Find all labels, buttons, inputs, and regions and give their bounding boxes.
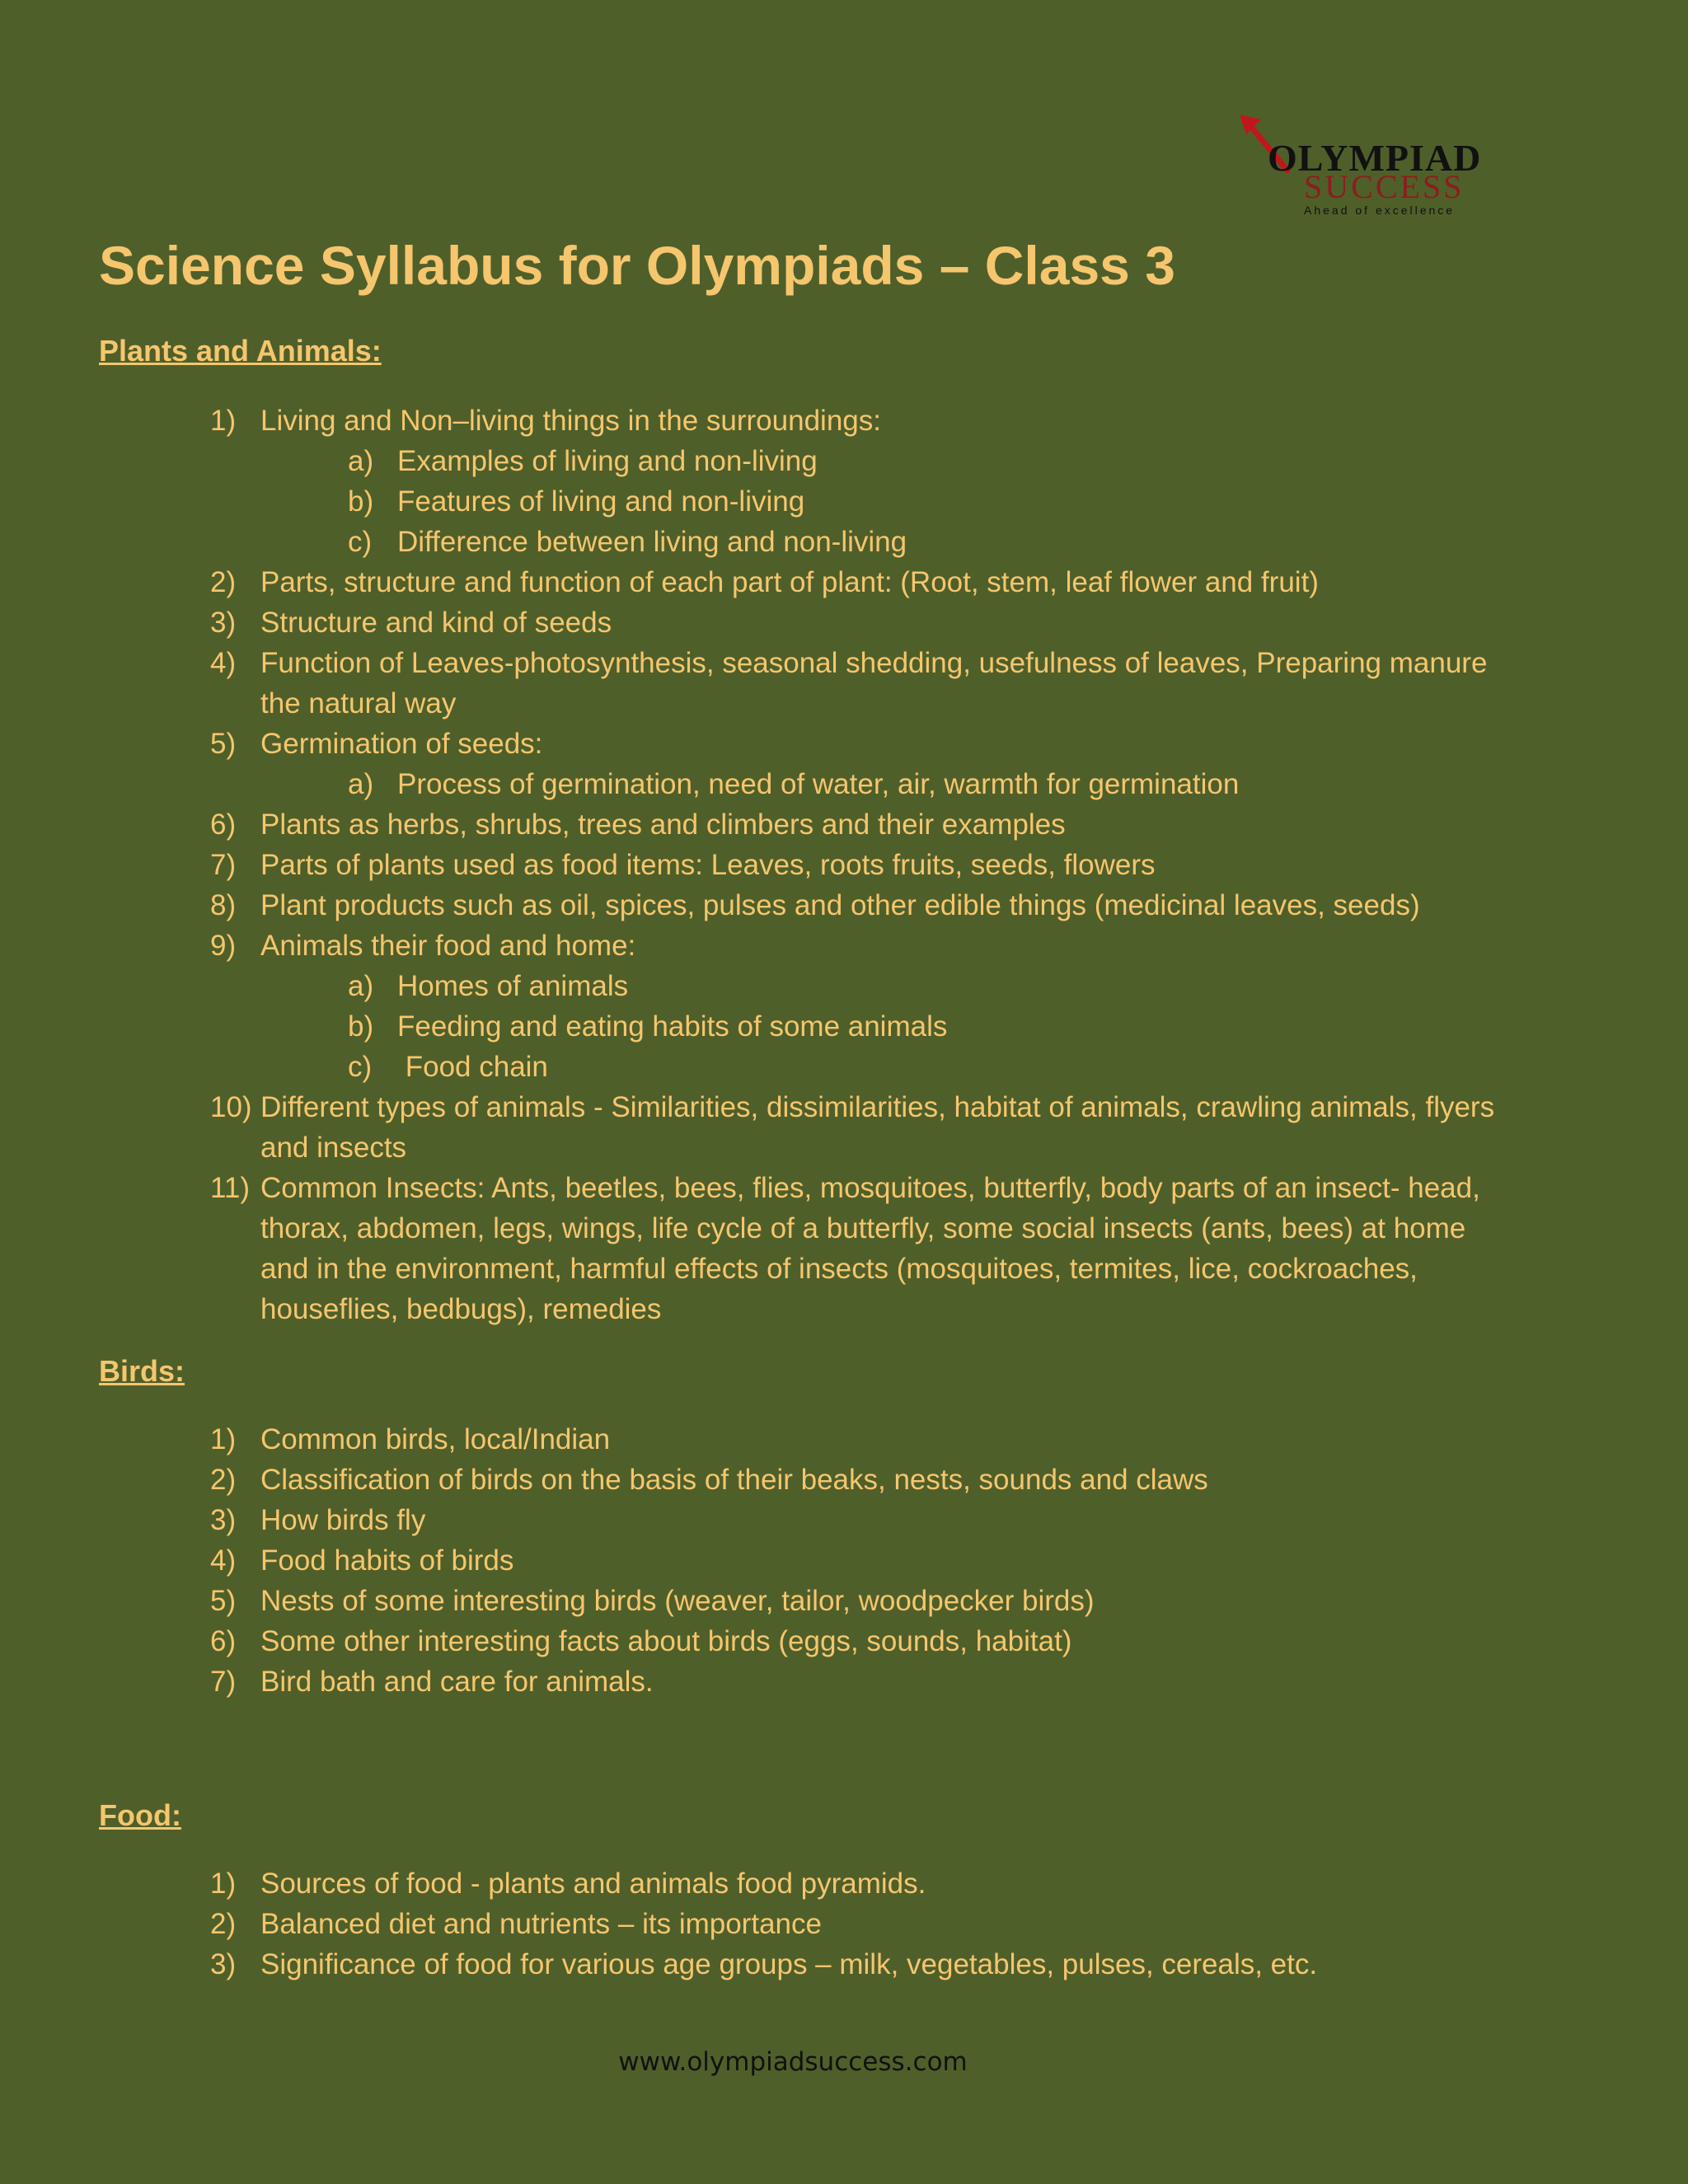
item-number: 6): [210, 1625, 237, 1657]
item-number: 3): [210, 607, 237, 639]
item-text: Some other interesting facts about birds (eggs, sounds, habitat): [260, 1625, 1072, 1657]
sub-item-letter: a): [348, 445, 374, 477]
item-text: How birds fly: [260, 1504, 426, 1536]
item-number: 1): [210, 405, 237, 437]
item-number: 3): [210, 1504, 237, 1536]
sub-list-item: [0, 481, 1688, 522]
birds-list: [0, 1419, 1688, 1702]
item-text: Significance of food for various age groups – milk, vegetables, pulses, cereals, etc.: [260, 1948, 1318, 1980]
plants-and-animals-list: [0, 401, 1688, 1329]
sub-item-text: Difference between living and non-living: [397, 526, 907, 558]
list-item: [0, 1500, 1688, 1540]
item-number: 6): [210, 808, 237, 841]
list-item: [0, 1944, 1688, 1985]
item-text: Bird bath and care for animals.: [260, 1666, 654, 1698]
list-item: [0, 602, 1688, 643]
sub-item-letter: a): [348, 768, 374, 800]
sub-item-text: Process of germination, need of water, air, warmth for germination: [397, 768, 1240, 800]
list-item: [0, 562, 1688, 602]
list-item: [0, 845, 1688, 885]
sub-item-letter: c): [348, 1051, 373, 1083]
item-text: Nests of some interesting birds (weaver, tailor, woodpecker birds): [260, 1585, 1095, 1617]
item-text: Structure and kind of seeds: [260, 607, 612, 639]
olympiad-success-logo: [1236, 111, 1482, 218]
item-text: Parts of plants used as food items: Leaves, roots fruits, seeds, flowers: [260, 849, 1156, 881]
page-title: Science Syllabus for Olympiads – Class 3: [99, 235, 1175, 296]
sub-item-text: Food chain: [397, 1051, 548, 1083]
logo-name: OLYMPIAD: [1268, 137, 1482, 179]
item-number: 1): [210, 1423, 237, 1455]
item-text: Food habits of birds: [260, 1544, 514, 1577]
item-number: 7): [210, 1666, 237, 1698]
item-number: 1): [210, 1868, 237, 1900]
sub-list-item: [0, 441, 1688, 481]
item-number: 8): [210, 889, 237, 921]
item-text: Function of Leaves-photosynthesis, seasonal shedding, usefulness of leaves, Preparing manure the natural way: [260, 647, 1488, 719]
list-item: [0, 1581, 1688, 1621]
item-number: 5): [210, 728, 237, 760]
item-text: Sources of food - plants and animals food pyramids.: [260, 1868, 926, 1900]
sub-list-item: [0, 966, 1688, 1006]
item-number: 4): [210, 647, 237, 679]
list-item: [0, 401, 1688, 441]
sub-item-letter: c): [348, 526, 373, 558]
list-item: [0, 643, 1688, 724]
list-item: [0, 1087, 1688, 1168]
sub-list-item: [0, 522, 1688, 562]
list-item: [0, 724, 1688, 764]
logo-tagline: Ahead of excellence: [1304, 204, 1456, 217]
list-item: [0, 1621, 1688, 1661]
sub-item-text: Features of living and non-living: [397, 485, 805, 518]
sub-item-letter: a): [348, 970, 374, 1002]
food-list: [0, 1863, 1688, 1985]
item-text: Animals their food and home:: [260, 930, 636, 962]
list-item: [0, 1419, 1688, 1460]
item-text: Living and Non–living things in the surroundings:: [260, 405, 881, 437]
sub-item-text: Examples of living and non-living: [397, 445, 818, 477]
list-item: [0, 1904, 1688, 1944]
item-text: Germination of seeds:: [260, 728, 543, 760]
list-item: [0, 1863, 1688, 1904]
footer-website: www.olympiadsuccess.com: [618, 2047, 968, 2077]
sub-item-text: Homes of animals: [397, 970, 629, 1002]
sub-list-item: [0, 764, 1688, 804]
item-number: 2): [210, 566, 237, 598]
list-item: [0, 885, 1688, 926]
section-heading-plants-and-animals: Plants and Animals:: [99, 334, 382, 368]
item-text: Plants as herbs, shrubs, trees and climbers and their examples: [260, 808, 1066, 841]
list-item: [0, 1168, 1688, 1329]
section-heading-birds: Birds:: [99, 1354, 185, 1388]
sub-item-letter: b): [348, 485, 374, 518]
item-number: 10): [210, 1091, 252, 1123]
sub-list-item: [0, 1006, 1688, 1047]
list-item: [0, 1661, 1688, 1702]
list-item: [0, 1460, 1688, 1500]
section-heading-food: Food:: [99, 1798, 181, 1832]
item-number: 9): [210, 930, 237, 962]
item-number: 3): [210, 1948, 237, 1980]
item-text: Balanced diet and nutrients – its importance: [260, 1908, 822, 1940]
sub-item-text: Feeding and eating habits of some animals: [397, 1010, 948, 1043]
item-text: Plant products such as oil, spices, pulses and other edible things (medicinal leaves, seeds): [260, 889, 1420, 921]
item-text: Classification of birds on the basis of their beaks, nests, sounds and claws: [260, 1464, 1208, 1496]
list-item: [0, 926, 1688, 966]
item-number: 2): [210, 1464, 237, 1496]
item-text: Parts, structure and function of each part of plant: (Root, stem, leaf flower and fruit): [260, 566, 1319, 598]
item-number: 7): [210, 849, 237, 881]
item-number: 5): [210, 1585, 237, 1617]
list-item: [0, 1540, 1688, 1581]
item-number: 2): [210, 1908, 237, 1940]
item-text: Common Insects: Ants, beetles, bees, flies, mosquitoes, butterfly, body parts of an insect- head, thorax, abdomen, legs, wings, life cycle of a butterfly, some social insects (ants, bees) at home and in the environment, harmful effects of insects (mosquitoes, termites, lice, cockroaches, houseflies, bedbugs), remedies: [260, 1172, 1480, 1325]
logo-sub: SUCCESS: [1304, 168, 1465, 205]
item-text: Different types of animals - Similarities, dissimilarities, habitat of animals, crawling animals, flyers and insects: [260, 1091, 1495, 1164]
item-number: 11): [210, 1172, 250, 1204]
item-number: 4): [210, 1544, 237, 1577]
sub-item-letter: b): [348, 1010, 374, 1043]
sub-list-item: [0, 1047, 1688, 1087]
item-text: Common birds, local/Indian: [260, 1423, 611, 1455]
list-item: [0, 804, 1688, 845]
